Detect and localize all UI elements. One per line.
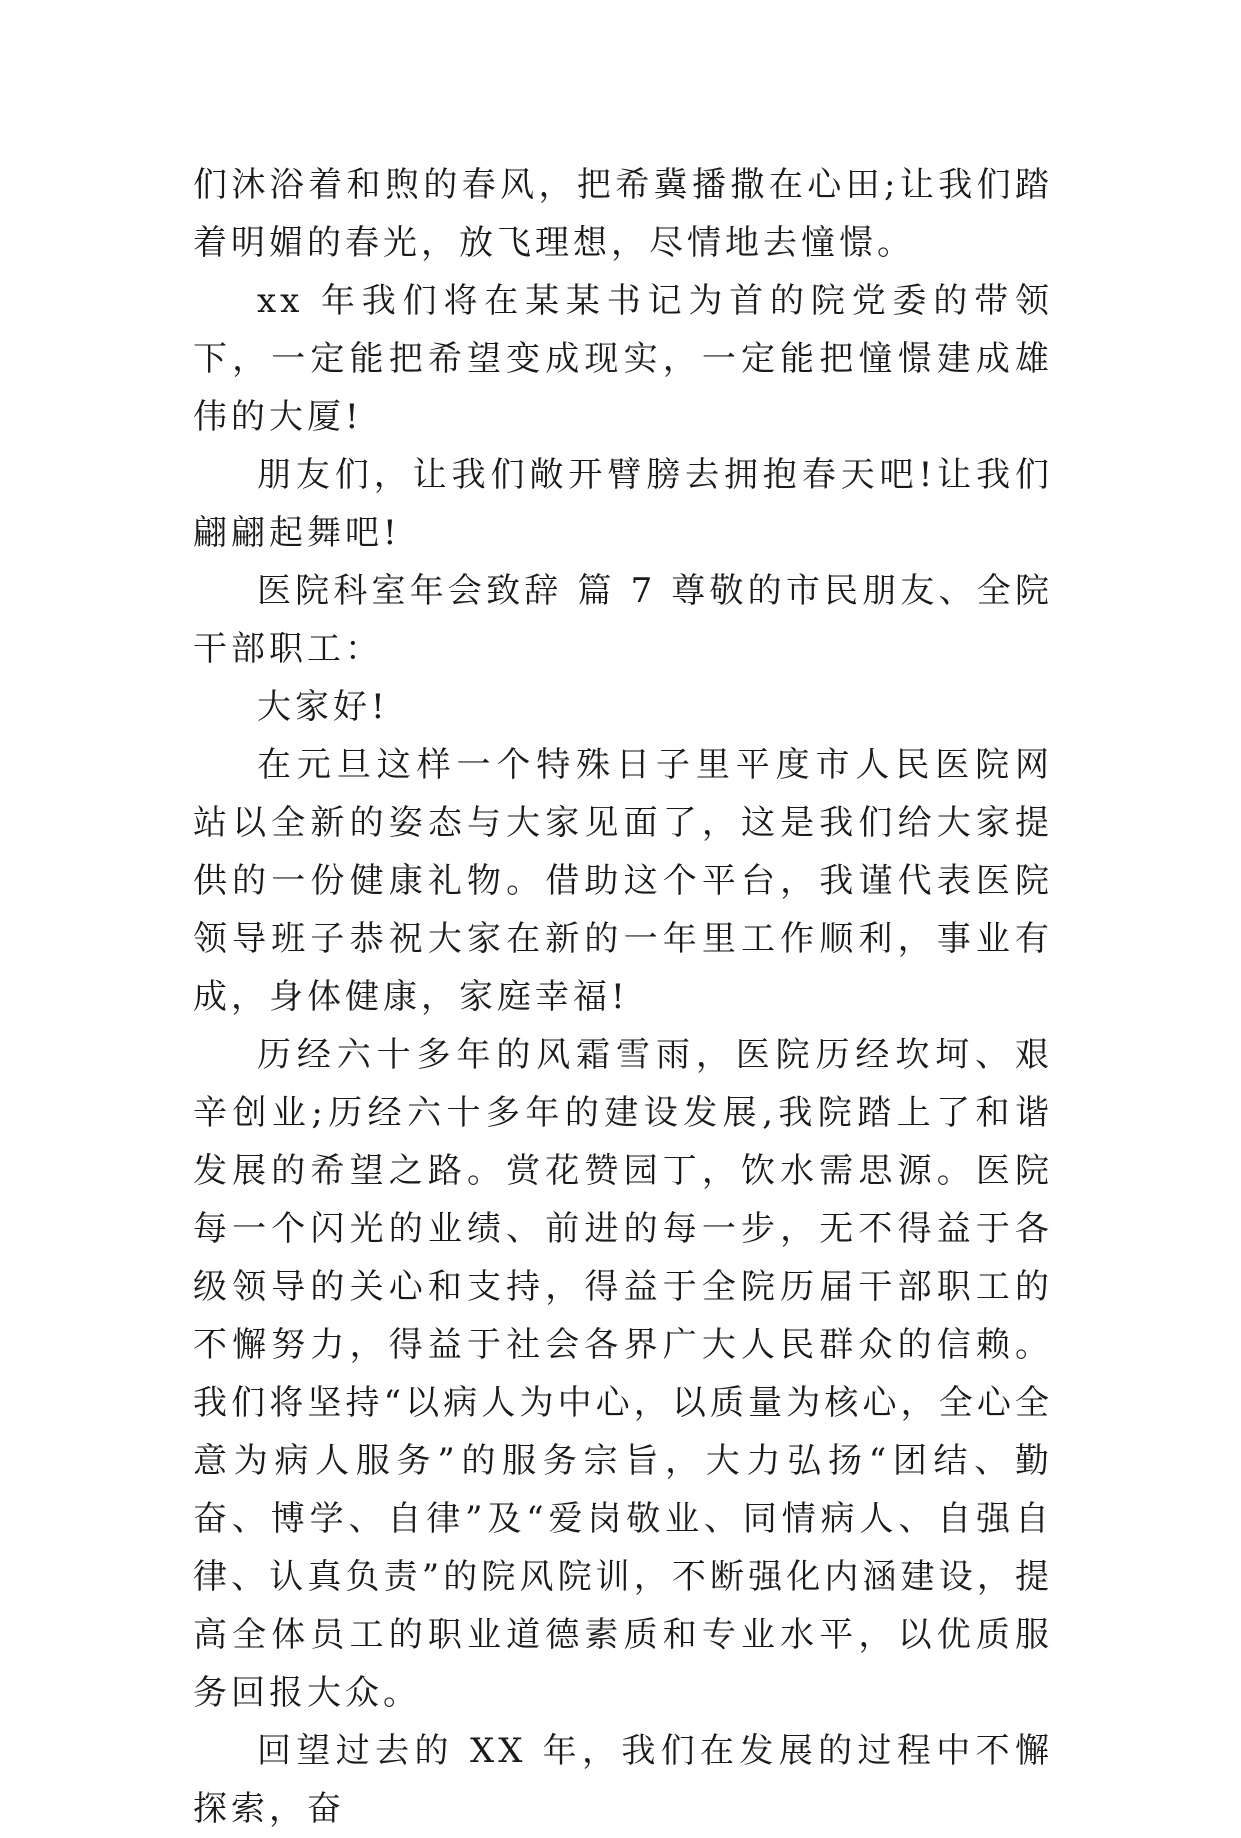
paragraph-2: xx 年我们将在某某书记为首的院党委的带领下，一定能把希望变成现实，一定能把憧憬建成雄伟的大厦! bbox=[193, 281, 1053, 437]
paragraph-7: 历经六十多年的风霜雪雨，医院历经坎坷、艰辛创业;历经六十多年的建设发展,我院踏上了和谐发展的希望之路。赏花赞园丁，饮水需思源。医院每一个闪光的业绩、前进的每一步，无不得益于各级领导的关心和支持，得益于全院历届干部职工的不懈努力，得益于社会各界广大人民群众的信赖。我们将坚持“以病人为中心，以质量为核心，全心全意为病人服务”的服务宗旨，大力弘扬“团结、勤奋、博学、自律”及“爱岗敬业、同情病人、自强自律、认真负责”的院风院训，不断强化内涵建设，提高全体员工的职业道德素质和专业水平，以优质服务回报大众。 bbox=[193, 1035, 1053, 1713]
paragraph-1: 们沐浴着和煦的春风，把希冀播撒在心田;让我们踏着明媚的春光，放飞理想，尽情地去憧憬。 bbox=[193, 165, 1053, 263]
greeting-paragraph: 大家好! bbox=[257, 687, 389, 727]
paragraph-3: 朋友们，让我们敞开臂膀去拥抱春天吧!让我们翩翩起舞吧! bbox=[193, 455, 1053, 553]
paragraph-6: 在元旦这样一个特殊日子里平度市人民医院网站以全新的姿态与大家见面了，这是我们给大家提供的一份健康礼物。借助这个平台，我谨代表医院领导班子恭祝大家在新的一年里工作顺利，事业有成，身体健康，家庭幸福! bbox=[193, 745, 1053, 1017]
document-body bbox=[193, 156, 1053, 1838]
paragraph-8: 回望过去的 XX 年，我们在发展的过程中不懈探索，奋 bbox=[193, 1731, 1053, 1829]
section-heading-paragraph: 医院科室年会致辞 篇 7 尊敬的市民朋友、全院干部职工： bbox=[193, 571, 1053, 669]
